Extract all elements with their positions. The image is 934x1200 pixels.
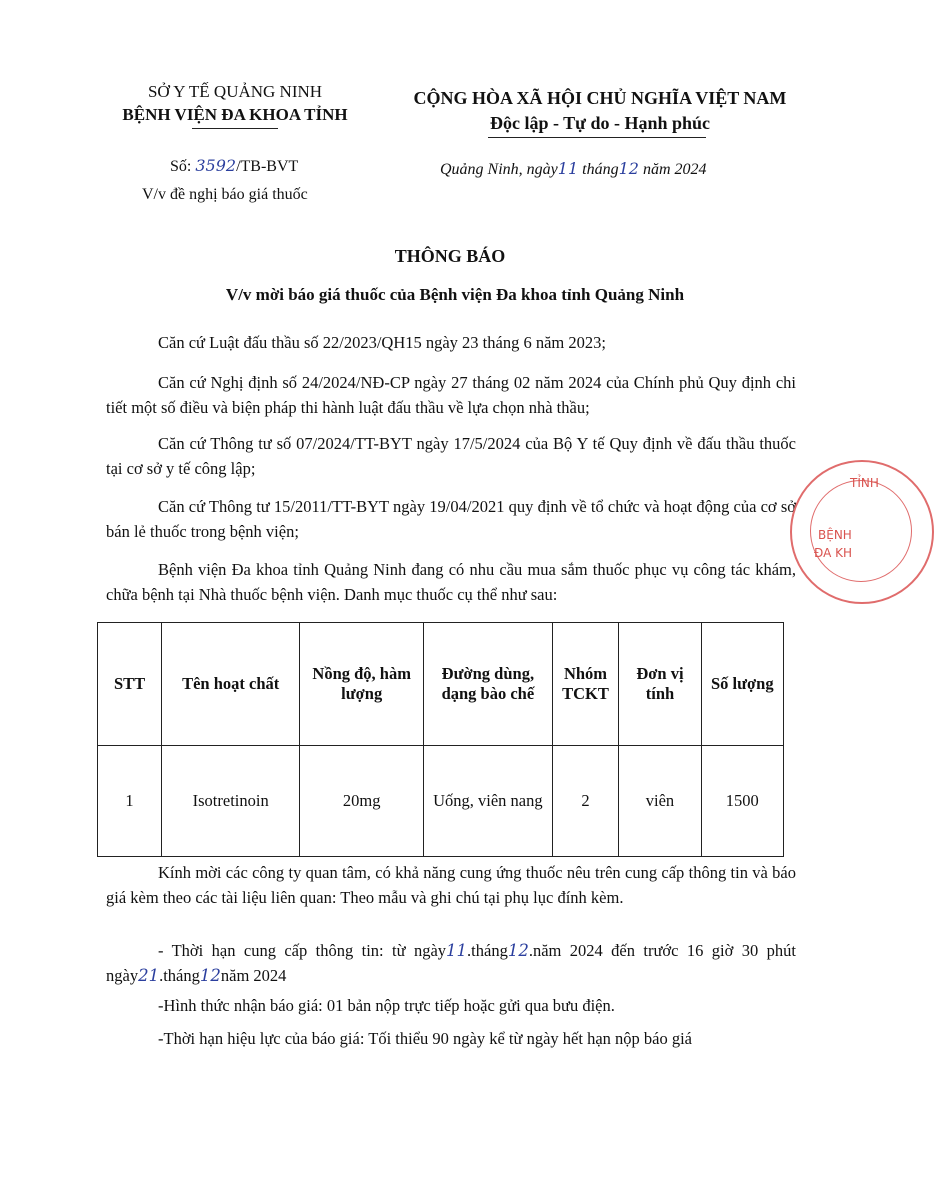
org-underline	[192, 128, 278, 129]
legal-basis-3: Căn cứ Thông tư số 07/2024/TT-BYT ngày 17/5/2024 của Bộ Y tế Quy định về đấu thầu thuốc tại cơ sở y tế công lập;	[106, 434, 796, 478]
stamp-text-2: BỆNH	[818, 528, 852, 542]
nation-line1: CỘNG HÒA XÃ HỘI CHỦ NGHĨA VIỆT NAM	[413, 88, 787, 108]
document-number: Số: 3592/TB-BVT	[170, 156, 299, 175]
stamp-text-1: TỈNH	[850, 476, 879, 490]
cell-strength: 20mg	[300, 746, 424, 857]
cell-quantity: 1500	[701, 746, 783, 857]
cell-group: 2	[552, 746, 619, 857]
col-header-stt: STT	[98, 623, 162, 746]
invitation-paragraph: Kính mời các công ty quan tâm, có khả năng cung ứng thuốc nêu trên cung cấp thông tin và báo giá kèm theo các tài liệu liên quan: Theo mẫu và ghi chú tại phụ lục đính kèm.	[106, 863, 796, 907]
page-title: THÔNG BÁO	[394, 246, 506, 266]
cell-stt: 1	[98, 746, 162, 857]
col-header-group: Nhóm TCKT	[552, 623, 619, 746]
nation-block	[380, 86, 820, 136]
stamp-text-3: ĐA KH	[814, 546, 853, 560]
hospital-stamp	[790, 460, 934, 604]
motto-underline	[488, 137, 706, 138]
col-header-ingredient: Tên hoạt chất	[162, 623, 300, 746]
col-header-unit: Đơn vị tính	[619, 623, 701, 746]
col-header-route: Đường dùng, dạng bào chế	[424, 623, 552, 746]
nation-line2: Độc lập - Tự do - Hạnh phúc	[489, 113, 711, 133]
legal-basis-1: Căn cứ Luật đấu thầu số 22/2023/QH15 ngày 23 tháng 6 năm 2023;	[158, 333, 606, 352]
drug-table	[97, 622, 784, 857]
document-date: Quảng Ninh, ngày11 tháng12 năm 2024	[440, 159, 707, 178]
cell-unit: viên	[619, 746, 701, 857]
page-subtitle: V/v mời báo giá thuốc của Bệnh viện Đa khoa tỉnh Quảng Ninh	[225, 285, 685, 304]
table-header-row	[98, 623, 784, 746]
cell-ingredient: Isotretinoin	[162, 746, 300, 857]
org-line2: BỆNH VIỆN ĐA KHOA TỈNH	[122, 105, 348, 124]
document-number-handwritten: 3592	[195, 156, 237, 175]
purchase-need: Bệnh viện Đa khoa tỉnh Quảng Ninh đang có nhu cầu mua sắm thuốc phục vụ công tác khám, chữa bệnh tại Nhà thuốc bệnh viện. Danh mục thuốc cụ thể như sau:	[106, 560, 796, 604]
submission-form: -Hình thức nhận báo giá: 01 bản nộp trực tiếp hoặc gửi qua bưu điện.	[158, 996, 615, 1015]
quote-validity: -Thời hạn hiệu lực của báo giá: Tối thiểu 90 ngày kể từ ngày hết hạn nộp báo giá	[158, 1029, 692, 1048]
legal-basis-2: Căn cứ Nghị định số 24/2024/NĐ-CP ngày 27 tháng 02 năm 2024 của Chính phủ Quy định chi tiết một số điều và biện pháp thi hành luật đấu thầu về lựa chọn nhà thầu;	[106, 373, 796, 417]
org-block	[100, 80, 370, 126]
document-subject: V/v đề nghị báo giá thuốc	[142, 186, 308, 203]
col-header-strength: Nồng độ, hàm lượng	[300, 623, 424, 746]
col-header-quantity: Số lượng	[701, 623, 783, 746]
table-row	[98, 746, 784, 857]
org-line1: SỞ Y TẾ QUẢNG NINH	[147, 82, 323, 101]
legal-basis-4: Căn cứ Thông tư 15/2011/TT-BYT ngày 19/04/2021 quy định về tổ chức và hoạt động của cơ sở bán lẻ thuốc trong bệnh viện;	[106, 497, 796, 541]
cell-route: Uống, viên nang	[424, 746, 552, 857]
deadline-paragraph: - Thời hạn cung cấp thông tin: từ ngày11.tháng12.năm 2024 đến trước 16 giờ 30 phút ngày21.tháng12năm 2024	[106, 941, 796, 985]
